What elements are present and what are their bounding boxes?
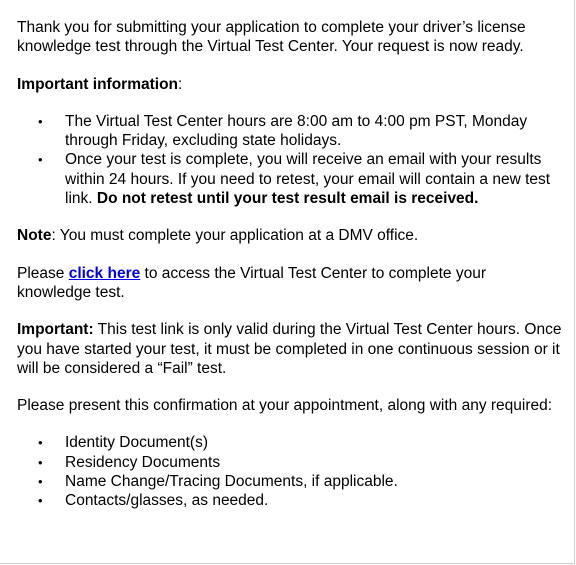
important-link-text: This test link is only valid during the Virtual Test Center hours. Once you have started your test, it must be completed in one continuous session or it will be considered a “Fail” test. (17, 321, 562, 377)
bullet-icon: • (38, 113, 43, 129)
access-text-before: Please (17, 264, 69, 282)
important-link-paragraph (17, 320, 562, 378)
note-text: : You must complete your application at a DMV office. (51, 227, 419, 245)
access-text-after: to access the Virtual Test Center to complete your knowledge test. (17, 264, 487, 301)
bullet-icon: • (38, 474, 43, 490)
bullet-icon: • (38, 454, 43, 470)
important-label: Important: (17, 321, 94, 339)
access-paragraph (17, 264, 562, 303)
important-info-heading-line (17, 75, 562, 94)
list-item (17, 453, 562, 472)
list-item-text: Name Change/Tracing Documents, if applicable. (65, 473, 398, 491)
important-info-heading: Important information (17, 75, 179, 93)
list-item-text: Identity Document(s) (65, 434, 208, 452)
list-item (17, 491, 562, 510)
present-paragraph: Please present this confirmation at your appointment, along with any required: (17, 397, 553, 415)
click-here-link[interactable]: click here (68, 264, 141, 282)
retest-warning: Do not retest until your test result email is received. (96, 190, 479, 208)
list-item (17, 433, 562, 452)
list-item-text: Contacts/glasses, as needed. (65, 492, 269, 510)
list-item (17, 150, 562, 208)
note-paragraph (17, 226, 562, 245)
required-documents-list (17, 433, 562, 510)
bullet-icon: • (38, 493, 43, 509)
bullet-icon: • (38, 435, 43, 451)
intro-paragraph: Thank you for submitting your application to complete your driver’s license knowledge test through the Virtual Test Center. Your request is now ready. (17, 19, 526, 56)
bullet-icon: • (38, 152, 43, 168)
important-info-list (17, 112, 562, 208)
important-info-colon: : (178, 75, 183, 93)
list-item-text: Once your test is complete, you will receive an email with your results within 24 hours. If you need to retest, your email will contain a new test link. (65, 151, 551, 208)
list-item (17, 112, 562, 151)
list-item-text: Residency Documents (65, 453, 221, 471)
list-item-text: The Virtual Test Center hours are 8:00 am to 4:00 pm PST, Monday through Friday, excluding state holidays. (65, 112, 528, 150)
list-item (17, 472, 562, 491)
confirmation-message (17, 18, 562, 529)
note-label: Note (17, 227, 52, 245)
